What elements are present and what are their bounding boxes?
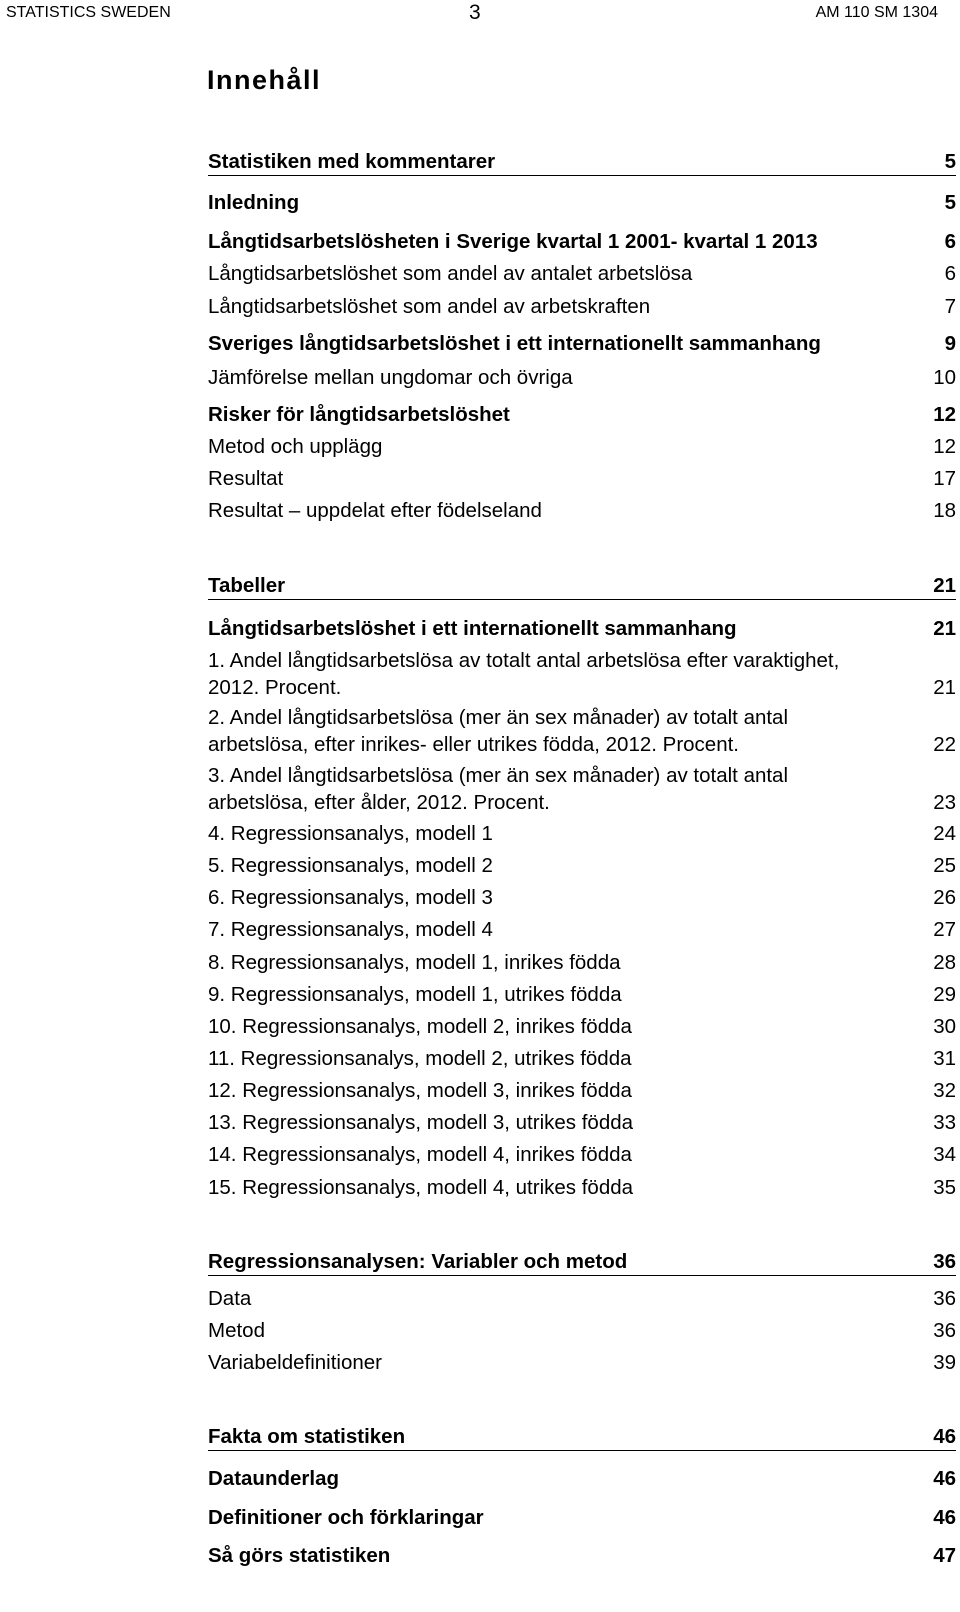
toc-entry-heading[interactable] (208, 616, 956, 642)
toc-entry-page: 46 (933, 1467, 956, 1490)
toc-entry[interactable] (208, 1286, 956, 1312)
running-header-publisher: STATISTICS SWEDEN (6, 4, 171, 21)
toc-entry-title: 11. Regressionsanalys, modell 2, utrikes födda (208, 1047, 632, 1070)
toc-entry-page: 21 (933, 617, 956, 640)
toc-entry[interactable] (208, 853, 956, 879)
toc-entry-title: Tabeller (208, 574, 286, 597)
toc-entry-title: Långtidsarbetslöshet som andel av arbetskraften (208, 295, 651, 318)
toc-entry-page: 36 (933, 1287, 956, 1310)
toc-entry-title: Data (208, 1287, 252, 1310)
toc-entry-page: 5 (944, 150, 956, 173)
toc-entry-page: 21 (933, 676, 956, 699)
toc-entry[interactable] (208, 917, 956, 943)
toc-entry-heading[interactable] (208, 1505, 956, 1531)
toc-entry-heading[interactable] (208, 1543, 956, 1569)
toc-entry-title: 2. Andel långtidsarbetslösa (mer än sex månader) av totalt antal arbetslösa, efter inrikes- eller utrikes födda, 2012. Procent. (208, 706, 789, 756)
toc-entry-page: 6 (944, 230, 956, 253)
toc-entry-page: 36 (933, 1319, 956, 1342)
toc-entry-heading[interactable] (208, 190, 956, 216)
toc-entry-title: Fakta om statistiken (208, 1425, 406, 1448)
toc-entry-title: Statistiken med kommentarer (208, 150, 496, 173)
toc-entry-title: 14. Regressionsanalys, modell 4, inrikes födda (208, 1143, 632, 1166)
toc-entry-title: Sveriges långtidsarbetslöshet i ett internationellt sammanhang (208, 332, 821, 355)
toc-entry-title: Inledning (208, 191, 300, 214)
toc-entry-title: 6. Regressionsanalys, modell 3 (208, 886, 493, 909)
toc-entry-page: 9 (944, 332, 956, 355)
toc-entry-title: 9. Regressionsanalys, modell 1, utrikes födda (208, 983, 622, 1006)
page-title: Innehåll (207, 65, 322, 95)
toc-entry-page: 35 (933, 1176, 956, 1199)
toc-entry-page: 18 (933, 499, 956, 522)
toc-entry[interactable] (208, 261, 956, 287)
toc-entry-page: 28 (933, 951, 956, 974)
toc-entry[interactable] (208, 1078, 956, 1104)
toc-entry-section[interactable] (208, 149, 956, 176)
toc-entry-heading[interactable] (208, 331, 956, 357)
toc-entry-page: 39 (933, 1351, 956, 1374)
toc-entry[interactable] (208, 1046, 956, 1072)
toc-entry[interactable] (208, 498, 956, 524)
toc-entry-title: 3. Andel långtidsarbetslösa (mer än sex månader) av totalt antal arbetslösa, efter ålder, 2012. Procent. (208, 764, 789, 814)
page-number: 3 (469, 1, 481, 24)
toc-entry-page: 10 (933, 366, 956, 389)
toc-entry[interactable] (208, 1318, 956, 1344)
toc-entry-page: 12 (933, 435, 956, 458)
toc-entry-page: 5 (944, 191, 956, 214)
toc-entry-title: 15. Regressionsanalys, modell 4, utrikes födda (208, 1176, 634, 1199)
toc-entry-section[interactable] (208, 573, 956, 600)
toc-entry-page: 26 (933, 886, 956, 909)
toc-entry[interactable] (208, 294, 956, 320)
toc-entry-title: 5. Regressionsanalys, modell 2 (208, 854, 493, 877)
toc-entry-heading[interactable] (208, 229, 956, 255)
toc-entry-title: 8. Regressionsanalys, modell 1, inrikes födda (208, 951, 621, 974)
report-code: AM 110 SM 1304 (815, 4, 938, 21)
toc-entry-title: 10. Regressionsanalys, modell 2, inrikes födda (208, 1015, 632, 1038)
toc-entry-heading[interactable] (208, 1466, 956, 1492)
toc-entry-title: 13. Regressionsanalys, modell 3, utrikes födda (208, 1111, 634, 1134)
toc-entry-title: 7. Regressionsanalys, modell 4 (208, 918, 493, 941)
toc-entry[interactable] (208, 1142, 956, 1168)
toc-entry[interactable] (208, 704, 956, 758)
toc-entry-title: Resultat – uppdelat efter födelseland (208, 499, 542, 522)
toc-entry[interactable] (208, 950, 956, 976)
toc-entry-page: 17 (933, 467, 956, 490)
toc-entry-title: Variabeldefinitioner (208, 1351, 382, 1374)
toc-entry-title: Långtidsarbetslösheten i Sverige kvartal 1 2001- kvartal 1 2013 (208, 230, 818, 253)
toc-entry-page: 23 (933, 791, 956, 814)
toc-entry-page: 31 (933, 1047, 956, 1070)
toc-entry[interactable] (208, 885, 956, 911)
toc-entry-page: 33 (933, 1111, 956, 1134)
toc-entry[interactable] (208, 982, 956, 1008)
toc-entry-section[interactable] (208, 1249, 956, 1276)
toc-entry-title: 4. Regressionsanalys, modell 1 (208, 822, 493, 845)
toc-entry-page: 30 (933, 1015, 956, 1038)
toc-entry-page: 36 (933, 1250, 956, 1273)
toc-entry-page: 34 (933, 1143, 956, 1166)
toc-entry-page: 32 (933, 1079, 956, 1102)
toc-entry[interactable] (208, 762, 956, 816)
toc-entry-page: 29 (933, 983, 956, 1006)
toc-entry[interactable] (208, 821, 956, 847)
toc-entry-page: 27 (933, 918, 956, 941)
toc-entry-page: 7 (944, 295, 956, 318)
toc-entry-title: Långtidsarbetslöshet som andel av antalet arbetslösa (208, 262, 693, 285)
toc-entry-page: 47 (933, 1544, 956, 1567)
toc-entry[interactable] (208, 1350, 956, 1376)
toc-entry-section[interactable] (208, 1424, 956, 1451)
toc-entry[interactable] (208, 466, 956, 492)
toc-entry-page: 24 (933, 822, 956, 845)
toc-entry[interactable] (208, 647, 956, 701)
toc-entry[interactable] (208, 365, 956, 391)
toc-entry-page: 6 (944, 262, 956, 285)
toc-entry[interactable] (208, 434, 956, 460)
toc-entry-title: Dataunderlag (208, 1467, 339, 1490)
toc-entry-title: Definitioner och förklaringar (208, 1506, 484, 1529)
toc-entry-title: 1. Andel långtidsarbetslösa av totalt antal arbetslösa efter varaktighet, 2012. Procent. (208, 649, 840, 699)
toc-entry-title: Långtidsarbetslöshet i ett internationellt sammanhang (208, 617, 737, 640)
toc-entry-title: Metod och upplägg (208, 435, 383, 458)
toc-entry-title: Metod (208, 1319, 265, 1342)
toc-entry-page: 46 (933, 1425, 956, 1448)
toc-entry-title: 12. Regressionsanalys, modell 3, inrikes födda (208, 1079, 632, 1102)
toc-entry-page: 46 (933, 1506, 956, 1529)
toc-entry-title: Risker för långtidsarbetslöshet (208, 403, 510, 426)
toc-entry-title: Regressionsanalysen: Variabler och metod (208, 1250, 628, 1273)
toc-entry-page: 22 (933, 733, 956, 756)
toc-entry-title: Resultat (208, 467, 284, 490)
toc-entry[interactable] (208, 1175, 956, 1201)
toc-entry-title: Jämförelse mellan ungdomar och övriga (208, 366, 573, 389)
toc-entry-heading[interactable] (208, 402, 956, 428)
toc-entry-page: 25 (933, 854, 956, 877)
toc-entry-page: 12 (933, 403, 956, 426)
toc-entry-title: Så görs statistiken (208, 1544, 391, 1567)
toc-entry-page: 21 (933, 574, 956, 597)
toc-entry[interactable] (208, 1110, 956, 1136)
toc-entry[interactable] (208, 1014, 956, 1040)
